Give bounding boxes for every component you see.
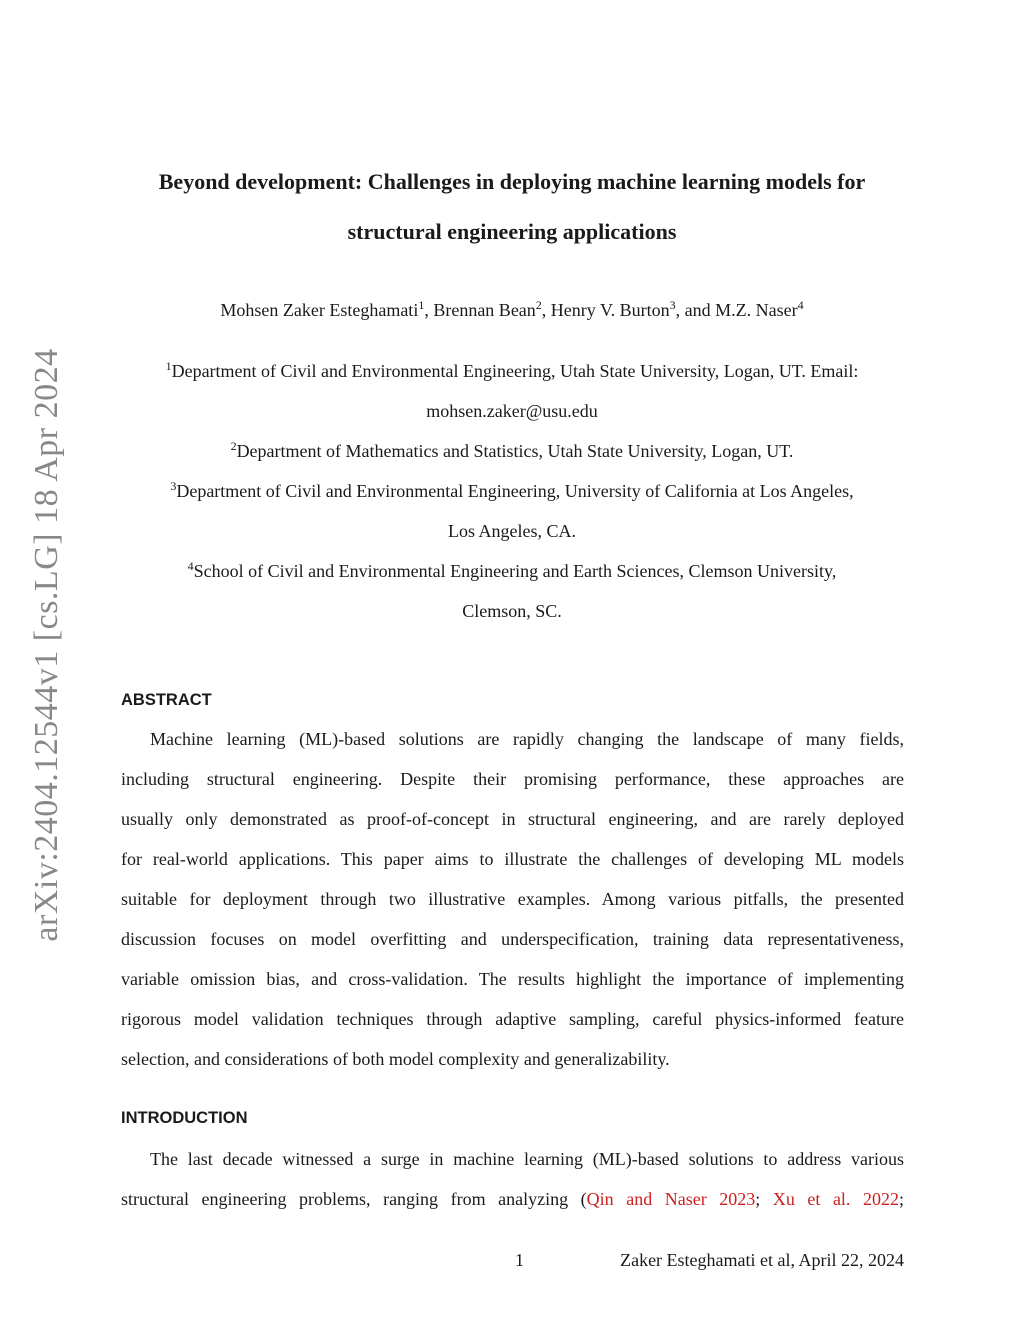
affiliation-4-city: Clemson, SC.: [462, 601, 562, 621]
citation-link[interactable]: Qin and Naser 2023: [586, 1189, 756, 1209]
introduction-heading: INTRODUCTION: [121, 1109, 248, 1127]
author-name: Brennan Bean: [433, 300, 536, 320]
introduction-text: ;: [899, 1189, 905, 1209]
abstract-line: for real-world applications. This paper aims to illustrate the challenges of developing ML models: [121, 849, 904, 869]
introduction-line: [121, 1188, 904, 1210]
affiliation-3: [100, 480, 924, 502]
citation-separator: ;: [755, 1189, 773, 1209]
author-name: Mohsen Zaker Esteghamati: [220, 300, 419, 320]
page-number: 1: [515, 1250, 524, 1270]
affiliation-text: School of Civil and Environmental Engineering and Earth Sciences, Clemson University,: [193, 561, 837, 581]
affiliation-2: [100, 440, 924, 462]
abstract-line: usually only demonstrated as proof-of-concept in structural engineering, and are rarely deployed: [121, 809, 904, 829]
title-line-1: Beyond development: Challenges in deploying machine learning models for: [158, 169, 866, 194]
abstract-line: rigorous model validation techniques through adaptive sampling, careful physics-informed feature: [121, 1009, 904, 1029]
running-head: Zaker Esteghamati et al, April 22, 2024: [620, 1250, 904, 1270]
affiliation-4: [100, 560, 924, 582]
author-separator: ,: [424, 300, 434, 320]
citation-link[interactable]: Xu et al. 2022: [772, 1189, 899, 1209]
affiliation-mark: 3: [170, 479, 177, 493]
affiliation-mark: 4: [187, 559, 194, 573]
affiliation-1-email: mohsen.zaker@usu.edu: [426, 401, 598, 421]
affiliation-mark: 1: [165, 359, 172, 373]
affiliation-text: Department of Civil and Environmental Engineering, University of California at Los Angeles,: [176, 481, 854, 501]
affiliation-mark: 2: [230, 439, 237, 453]
abstract-line: discussion focuses on model overfitting and underspecification, training data representativeness,: [121, 929, 904, 949]
abstract-line: suitable for deployment through two illustrative examples. Among various pitfalls, the presented: [121, 889, 904, 909]
author-affiliation-mark: 1: [418, 298, 425, 312]
author-separator: ,: [541, 300, 551, 320]
abstract-heading: ABSTRACT: [121, 691, 212, 709]
abstract-line: variable omission bias, and cross-validation. The results highlight the importance of implementing: [121, 969, 904, 989]
introduction-line: The last decade witnessed a surge in machine learning (ML)-based solutions to address various: [150, 1149, 904, 1169]
introduction-text: structural engineering problems, ranging from analyzing (: [121, 1189, 587, 1209]
author-affiliation-mark: 2: [535, 298, 542, 312]
author-list: [100, 299, 924, 321]
author-affiliation-mark: 4: [797, 298, 804, 312]
affiliation-text: Department of Civil and Environmental Engineering, Utah State University, Logan, UT. Email:: [171, 361, 859, 381]
author-name: Henry V. Burton: [550, 300, 670, 320]
title-line-2: structural engineering applications: [347, 219, 677, 244]
author-separator: , and: [675, 300, 716, 320]
author-affiliation-mark: 3: [669, 298, 676, 312]
author-name: M.Z. Naser: [715, 300, 798, 320]
abstract-line: including structural engineering. Despite their promising performance, these approaches are: [121, 769, 904, 789]
arxiv-identifier: arXiv:2404.12544v1 [cs.LG] 18 Apr 2024: [28, 348, 65, 942]
abstract-line: Machine learning (ML)-based solutions are rapidly changing the landscape of many fields,: [150, 729, 904, 749]
affiliation-3-city: Los Angeles, CA.: [448, 521, 576, 541]
abstract-line: selection, and considerations of both model complexity and generalizability.: [121, 1049, 670, 1069]
affiliation-text: Department of Mathematics and Statistics, Utah State University, Logan, UT.: [236, 441, 794, 461]
affiliation-1: [100, 360, 924, 382]
